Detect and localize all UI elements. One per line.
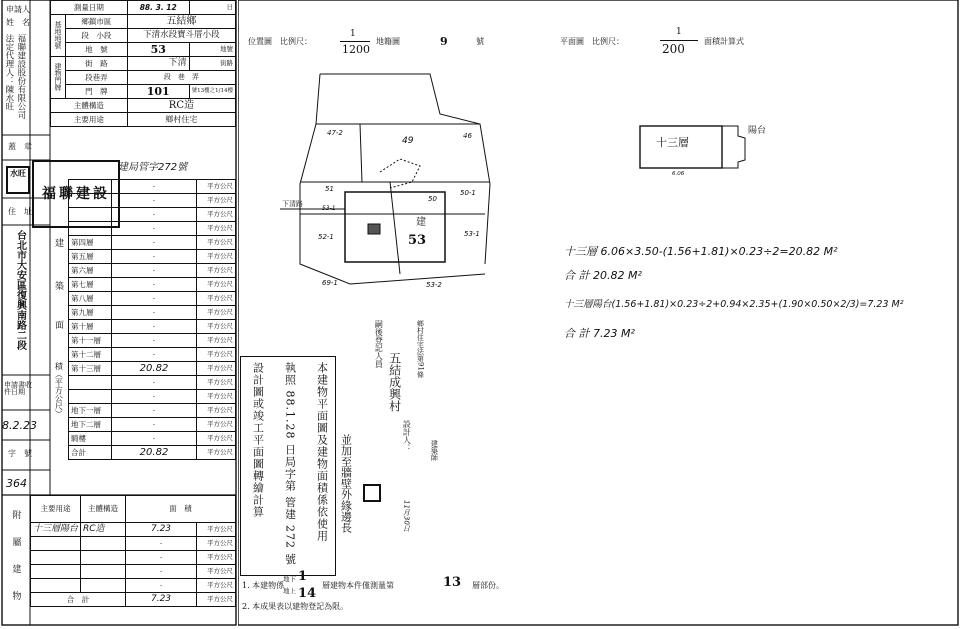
area-unit: 平方公尺	[197, 292, 236, 306]
area-floor-name: 第八層	[69, 292, 112, 306]
area-unit: 平方公尺	[197, 306, 236, 320]
lane-value: 段 巷 弄	[127, 71, 235, 85]
area-floor-value: ·	[112, 320, 197, 334]
area-floor-name	[69, 180, 112, 194]
area-floor-value: ·	[112, 418, 197, 432]
annex-use: 十三層陽台	[31, 523, 81, 537]
annex-total-label: 合 計	[31, 593, 126, 607]
lot-69-1: 69-1	[322, 279, 338, 287]
lot-53-1b: 53-1	[464, 230, 480, 238]
area-row	[69, 404, 236, 418]
section-label: 段 小段	[66, 29, 128, 43]
lot-46: 46	[463, 132, 472, 140]
doc-no-value: 364	[6, 477, 27, 490]
calc-line-3: 十三層陽台(1.56+1.81)×0.23÷2+0.94×2.35+(1.90×0.50×2/3)=7.23 M²	[564, 299, 904, 310]
survey-date-label: 測量日期	[51, 1, 128, 15]
annex-unit: 平方公尺	[197, 537, 236, 551]
footer-note1-e: 層部份。	[472, 581, 504, 590]
annex-area: ·	[126, 579, 197, 593]
lot-50-1: 50-1	[460, 189, 476, 197]
notes-col-2: 執照 88.1.28 日局字第 管建 272 號	[283, 362, 297, 566]
area-row	[69, 376, 236, 390]
site-scale-label: 位置圖 比例尺：	[248, 37, 312, 46]
area-floor-name: 第十二層	[69, 348, 112, 362]
floor-plan-drawing	[630, 116, 760, 186]
annex-row	[31, 579, 236, 593]
use-label: 主要用途	[51, 113, 128, 127]
area-side-1: 建	[55, 239, 65, 249]
site-map-label: 地籍圖	[376, 37, 400, 46]
lot-53-2: 53-2	[426, 281, 442, 289]
surveyor-col-4: 鄉村住宅法第91條	[416, 320, 425, 378]
bldg-no-label: 建物門牌	[51, 57, 66, 99]
area-row	[69, 446, 236, 460]
area-floor-value: 20.82	[112, 362, 197, 376]
lot-52-1: 52-1	[318, 233, 334, 241]
lot-unit: 地號	[189, 43, 235, 57]
area-floor-value: ·	[112, 306, 197, 320]
annex-unit: 平方公尺	[197, 551, 236, 565]
area-floor-name	[69, 194, 112, 208]
area-floor-value: ·	[112, 404, 197, 418]
floor-dims: 6.06	[672, 171, 685, 177]
annex-row	[31, 551, 236, 565]
structure-label: 主體構造	[51, 99, 128, 113]
area-unit: 平方公尺	[197, 432, 236, 446]
floor-scale-den: 200	[662, 42, 685, 56]
receive-date: 8.2.23	[2, 419, 37, 432]
surveyor-col-5: 11月30日	[402, 500, 411, 532]
area-unit: 平方公尺	[197, 264, 236, 278]
address-label: 住 址	[8, 207, 32, 216]
floor-scale-label: 平面圖 比例尺：	[560, 37, 624, 46]
area-row	[69, 334, 236, 348]
area-unit: 平方公尺	[197, 222, 236, 236]
area-floor-name	[69, 376, 112, 390]
area-unit: 平方公尺	[197, 194, 236, 208]
area-floor-name: 第十三層	[69, 362, 112, 376]
field-table	[50, 0, 236, 127]
site-scale-bar	[340, 41, 370, 42]
street-label: 街 路	[66, 57, 128, 71]
annex-total-row	[31, 593, 236, 607]
annex-structure	[81, 579, 126, 593]
street-value: 下清	[127, 57, 189, 71]
balcony-name: 陽台	[748, 126, 767, 136]
area-row	[69, 222, 236, 236]
lane-label: 段巷弄	[66, 71, 128, 85]
annex-area: 7.23	[126, 523, 197, 537]
area-floor-value: ·	[112, 348, 197, 362]
annex-unit: 平方公尺	[197, 579, 236, 593]
calc-line-2: 合 計 20.82 M²	[564, 269, 642, 282]
district-value: 五結鄉	[127, 15, 235, 29]
area-unit: 平方公尺	[197, 376, 236, 390]
area-row	[69, 194, 236, 208]
lot-47-2: 47-2	[327, 129, 343, 137]
area-floor-value: ·	[112, 194, 197, 208]
annex-use	[31, 537, 81, 551]
agent-text: 法定代理人：陳水旺	[3, 34, 14, 111]
annex-table	[30, 495, 236, 607]
area-row	[69, 418, 236, 432]
area-row	[69, 432, 236, 446]
site-scale-den: 1200	[342, 43, 370, 56]
area-row	[69, 278, 236, 292]
area-row	[69, 362, 236, 376]
area-table	[68, 179, 236, 460]
area-floor-name: 第七層	[69, 278, 112, 292]
area-floor-name: 地下一層	[69, 404, 112, 418]
annex-area: ·	[126, 565, 197, 579]
lot-49: 49	[402, 136, 414, 146]
annex-unit: 平方公尺	[197, 565, 236, 579]
extra-note: 並加至牆壁外緣邊長	[339, 434, 353, 533]
site-map-no: 9	[440, 35, 448, 48]
lot-value: 53	[127, 43, 189, 57]
annex-total-unit: 平方公尺	[197, 593, 236, 607]
annex-area: ·	[126, 537, 197, 551]
door-value: 101	[127, 85, 189, 99]
annex-side-label: 附屬建物	[10, 510, 21, 618]
area-floor-name: 騎樓	[69, 432, 112, 446]
area-floor-value: ·	[112, 236, 197, 250]
area-floor-name: 合計	[69, 446, 112, 460]
area-row	[69, 264, 236, 278]
area-unit: 平方公尺	[197, 180, 236, 194]
area-unit: 平方公尺	[197, 208, 236, 222]
stamp-company: 福聯建設	[32, 160, 120, 228]
floor-name: 十三層	[656, 136, 689, 149]
area-floor-value: ·	[112, 292, 197, 306]
footer-note1-c-top: 地上	[283, 587, 296, 595]
area-side-4: 積（平方公尺）	[54, 362, 64, 418]
annex-col-structure: 主體構造	[81, 496, 126, 523]
door-label: 門 牌	[66, 85, 128, 99]
doc-no-label: 字 號	[8, 449, 32, 458]
area-floor-name	[69, 390, 112, 404]
area-unit: 平方公尺	[197, 250, 236, 264]
annex-structure: RC造	[81, 523, 126, 537]
footer-note2: 2. 本成果表以建物登記為限。	[242, 602, 349, 611]
annex-row	[31, 565, 236, 579]
area-floor-value: ·	[112, 376, 197, 390]
area-row	[69, 320, 236, 334]
area-floor-name: 第十一層	[69, 334, 112, 348]
area-floor-name: 第五層	[69, 250, 112, 264]
area-row	[69, 390, 236, 404]
site-scale-num: 1	[350, 29, 356, 39]
area-row	[69, 236, 236, 250]
name-label: 姓 名	[6, 18, 30, 27]
seal-label: 蓋 章	[8, 142, 32, 151]
base-label: 基地地號	[51, 15, 66, 57]
area-unit: 平方公尺	[197, 362, 236, 376]
company-text: 福聯建設股份有限公司	[15, 34, 26, 119]
floor-scale-bar	[660, 40, 698, 41]
survey-date-unit: 日	[189, 1, 235, 15]
area-row	[69, 180, 236, 194]
lot-53: 53	[408, 233, 427, 248]
road-label: 下清路	[282, 200, 303, 208]
area-floor-name	[69, 208, 112, 222]
area-floor-name: 第九層	[69, 306, 112, 320]
area-unit: 平方公尺	[197, 278, 236, 292]
annex-unit: 平方公尺	[197, 523, 236, 537]
footer-note1-d: 層建物本件僅測量第	[322, 581, 394, 590]
stamp-personal: 水旺	[6, 166, 30, 194]
area-unit: 平方公尺	[197, 418, 236, 432]
lot-label: 地 號	[66, 43, 128, 57]
area-floor-value: ·	[112, 180, 197, 194]
area-unit: 平方公尺	[197, 236, 236, 250]
area-floor-value: ·	[112, 264, 197, 278]
area-floor-name: 第四層	[69, 236, 112, 250]
annex-use	[31, 551, 81, 565]
annex-header-row	[31, 496, 236, 523]
area-unit: 平方公尺	[197, 390, 236, 404]
area-floor-value: ·	[112, 208, 197, 222]
annex-use	[31, 579, 81, 593]
surveyor-col-1: 嗣後登記人員	[374, 320, 384, 368]
area-floor-value: ·	[112, 432, 197, 446]
annex-structure	[81, 565, 126, 579]
area-floor-name: 地下二層	[69, 418, 112, 432]
area-unit: 平方公尺	[197, 320, 236, 334]
area-row	[69, 306, 236, 320]
applicant-label: 申請人	[6, 5, 30, 14]
permit-value: 建局管字272號	[118, 162, 188, 173]
annex-col-area: 面 積	[126, 496, 236, 523]
area-unit: 平方公尺	[197, 404, 236, 418]
floor-calc-label: 面積計算式	[704, 37, 744, 46]
notes-col-3: 設計圖或竣工平面圖轉繪計算	[251, 362, 265, 518]
site-plan-drawing	[270, 64, 510, 304]
receive-label: 申請書收件日期	[4, 381, 32, 396]
area-row	[69, 348, 236, 362]
surveyor-col-3: 設計人：	[402, 420, 412, 452]
street-unit: 街路	[189, 57, 235, 71]
lot-51: 51	[325, 185, 334, 193]
area-side-2: 築	[55, 282, 65, 292]
footer-note1-floor: 13	[443, 575, 462, 590]
structure-value: RC造	[127, 99, 235, 113]
annex-structure	[81, 551, 126, 565]
area-floor-name: 第十層	[69, 320, 112, 334]
area-floor-value: ·	[112, 278, 197, 292]
calc-line-1: 十三層 6.06×3.50-(1.56+1.81)×0.23÷2=20.82 M²	[564, 245, 838, 258]
address-text: 台北市大安區復興南路二段	[14, 230, 26, 350]
lot-53-1a: 53-1	[322, 205, 336, 212]
area-row	[69, 250, 236, 264]
footer-note1-b-top: 地下	[283, 575, 296, 583]
surveyor-col-2: 五結成興村	[387, 352, 402, 412]
footer-note1-a: 1. 本建物係	[242, 581, 285, 590]
area-floor-value: 20.82	[112, 446, 197, 460]
surveyor-col-6: 建築師	[430, 440, 439, 461]
annex-row	[31, 523, 236, 537]
area-floor-value: ·	[112, 250, 197, 264]
footer-note1-c-num: 14	[298, 586, 317, 601]
floor-scale-num: 1	[676, 27, 682, 37]
area-side-3: 面	[55, 321, 65, 331]
annex-structure	[81, 537, 126, 551]
area-floor-value: ·	[112, 222, 197, 236]
area-floor-value: ·	[112, 390, 197, 404]
area-floor-value: ·	[112, 334, 197, 348]
survey-date-value: 88. 3. 12	[127, 1, 189, 15]
door-suffix: 號13樓之1/14樓	[189, 85, 235, 99]
use-value: 鄉村住宅	[127, 113, 235, 127]
area-unit: 平方公尺	[197, 334, 236, 348]
annex-col-use: 主要用途	[31, 496, 81, 523]
area-row	[69, 208, 236, 222]
area-unit: 平方公尺	[197, 348, 236, 362]
calc-line-4: 合 計 7.23 M²	[564, 327, 635, 340]
footer-note1-b-num: 1	[298, 569, 308, 584]
annex-total-value: 7.23	[126, 593, 197, 607]
district-label: 鄉鎮市區	[66, 15, 128, 29]
area-floor-name: 第六層	[69, 264, 112, 278]
area-floor-name	[69, 222, 112, 236]
notes-col-1: 本建物平面圖及建物面積係依使用	[315, 362, 329, 542]
annex-area: ·	[126, 551, 197, 565]
area-row	[69, 292, 236, 306]
annex-row	[31, 537, 236, 551]
section-value: 下清水段寶斗厝小段	[127, 29, 235, 43]
area-unit: 平方公尺	[197, 446, 236, 460]
bldg-label: 建	[416, 217, 426, 228]
surveyor-stamp	[363, 484, 381, 502]
lot-50: 50	[428, 195, 437, 203]
site-map-suffix: 號	[476, 37, 484, 46]
annex-use	[31, 565, 81, 579]
